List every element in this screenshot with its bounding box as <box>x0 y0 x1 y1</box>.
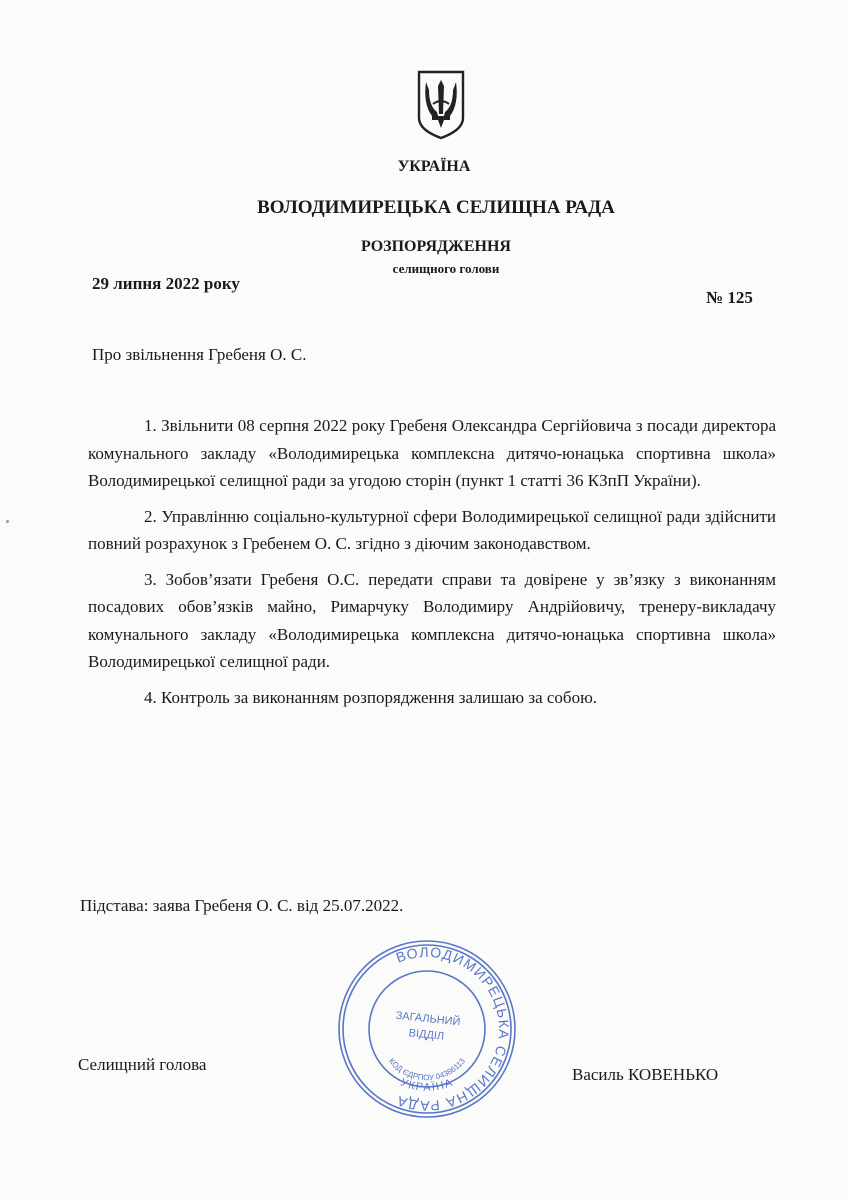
paragraph-4: 4. Контроль за виконанням розпорядження залишаю за собою. <box>144 687 598 707</box>
country-heading: УКРАЇНА <box>397 158 471 175</box>
signatory-name: Василь КОВЕНЬКО <box>572 1065 719 1084</box>
document-subject: Про звільнення Гребеня О. С. <box>92 345 307 364</box>
paragraph-1: 1. Звільнити 08 серпня 2022 року Гребеня Олександра Сергійовича з посади директора комунального закладу «Володимирецька комплексна дитячо-юнацька спортивна школа» Володимирецької селищної ради за угодою сторін (пункт 1 статті 36 КЗпП України). <box>88 416 776 490</box>
paragraph-2: 2. Управлінню соціально-культурної сфери Володимирецької селищної ради здійснити повний розрахунок з Гребенем О. С. згідно з діючим законодавством. <box>88 506 776 553</box>
document-subtitle: селищного голови <box>392 261 500 276</box>
council-heading: ВОЛОДИМИРЕЦЬКА СЕЛИЩНА РАДА <box>257 197 615 218</box>
scan-margin-mark <box>6 520 9 523</box>
trident-emblem-icon <box>413 68 469 140</box>
signatory-title: Селищний голова <box>78 1055 207 1074</box>
stamp-inner-line2: ВІДДІЛ <box>408 1027 445 1043</box>
official-stamp <box>336 938 518 1120</box>
stamp-bottom-text: УКРАЇНА <box>398 1076 456 1094</box>
document-date: 29 липня 2022 року <box>92 274 240 293</box>
paragraph-3: 3. Зобов’язати Гребеня О.С. передати справи та довірене у зв’язку з виконанням посадових обов’язків майно, Римарчуку Володимиру Андрійовичу, тренеру-викладачу комунального закладу «Володимирецька комплексна дитячо-юнацька спортивна школа» Володимирецької селищної ради. <box>88 569 776 671</box>
document-number: № 125 <box>706 288 753 307</box>
stamp-inner-line1: ЗАГАЛЬНИЙ <box>395 1009 461 1029</box>
document-type: РОЗПОРЯДЖЕННЯ <box>361 238 511 255</box>
stamp-code-text: КОД ЄДРПОУ 04386113 <box>386 1056 468 1083</box>
document-body <box>88 412 776 719</box>
stamp-outer-text: ВОЛОДИМИРЕЦЬКА СЕЛИЩНА РАДА <box>393 943 513 1115</box>
basis-line: Підстава: заява Гребеня О. С. від 25.07.2022. <box>80 896 404 915</box>
